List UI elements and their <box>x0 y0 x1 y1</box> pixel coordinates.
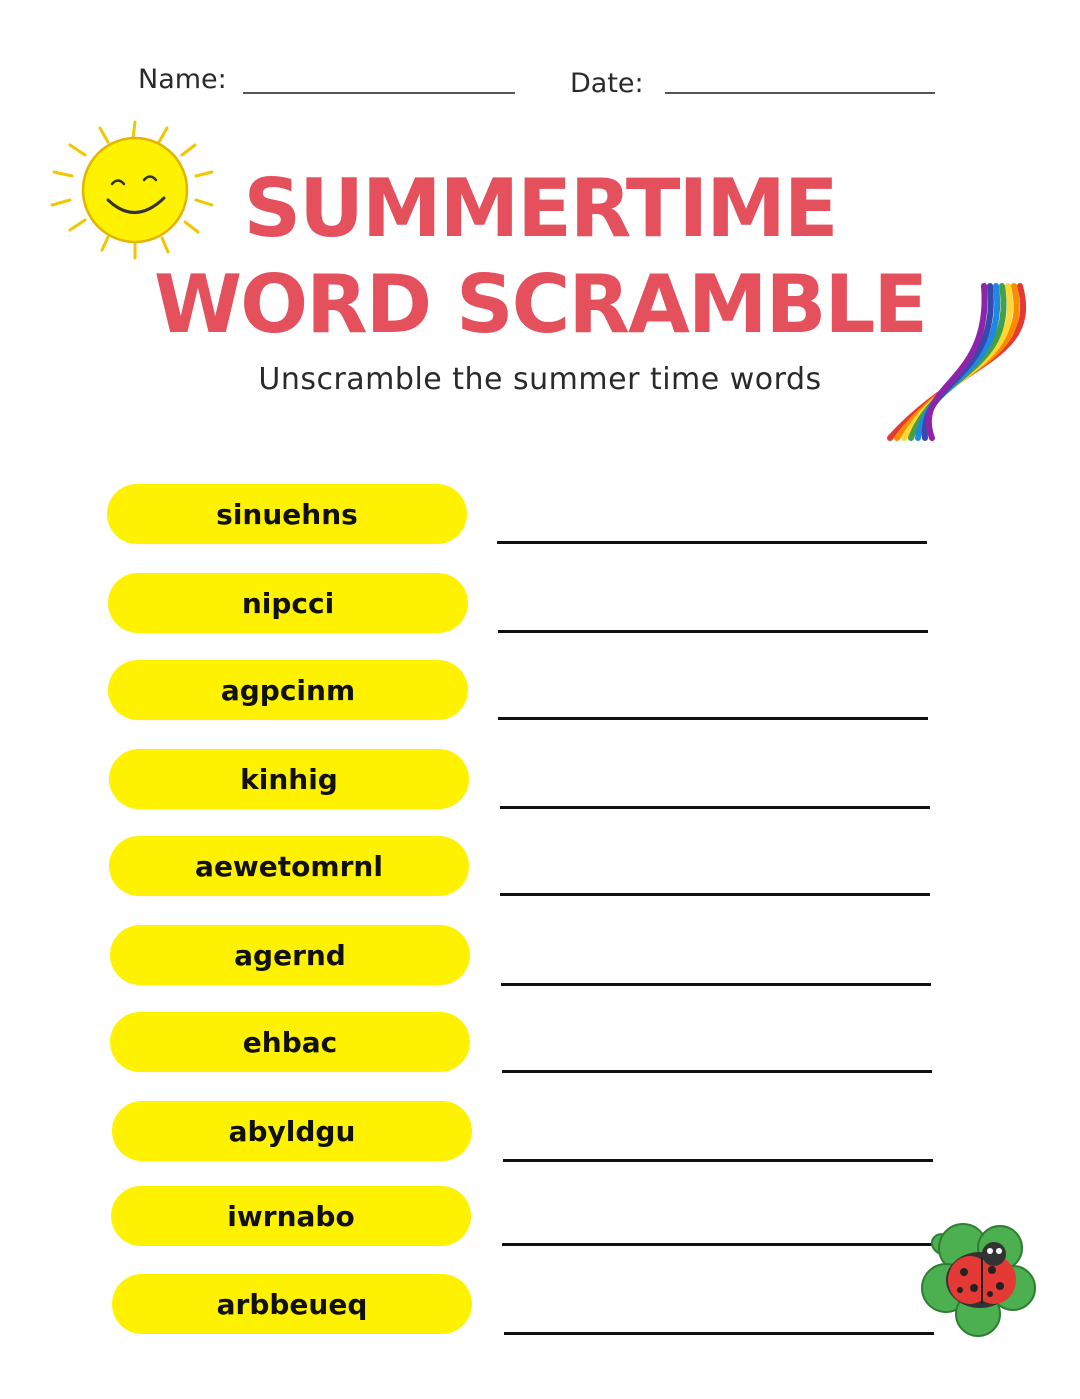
scrambled-word-1: sinuehns <box>107 484 467 544</box>
ladybug-clover-icon <box>918 1218 1038 1340</box>
answer-line-2[interactable] <box>498 630 928 633</box>
scrambled-word-8: abyldgu <box>112 1101 472 1161</box>
answer-line-10[interactable] <box>504 1332 934 1335</box>
date-field[interactable] <box>665 92 935 94</box>
scrambled-word-2: nipcci <box>108 573 468 633</box>
scrambled-word-3: agpcinm <box>108 660 468 720</box>
scrambled-word-6: agernd <box>110 925 470 985</box>
name-field[interactable] <box>243 92 515 94</box>
date-label: Date: <box>570 68 644 99</box>
rainbow-icon <box>880 280 1040 445</box>
answer-line-9[interactable] <box>502 1243 932 1246</box>
scrambled-word-4: kinhig <box>109 749 469 809</box>
page-title-line2: WORD SCRAMBLE <box>153 258 927 351</box>
name-label: Name: <box>138 64 227 95</box>
scrambled-word-9: iwrnabo <box>111 1186 471 1246</box>
answer-line-3[interactable] <box>498 717 928 720</box>
page-title-line1: SUMMERTIME <box>243 162 837 255</box>
answer-line-8[interactable] <box>503 1159 933 1162</box>
answer-line-1[interactable] <box>497 541 927 544</box>
answer-line-6[interactable] <box>501 983 931 986</box>
answer-line-4[interactable] <box>500 806 930 809</box>
scrambled-word-10: arbbeueq <box>112 1274 472 1334</box>
scrambled-word-7: ehbac <box>110 1012 470 1072</box>
page-subtitle: Unscramble the summer time words <box>258 362 822 397</box>
answer-line-7[interactable] <box>502 1070 932 1073</box>
answer-line-5[interactable] <box>500 893 930 896</box>
scrambled-word-5: aewetomrnl <box>109 836 469 896</box>
